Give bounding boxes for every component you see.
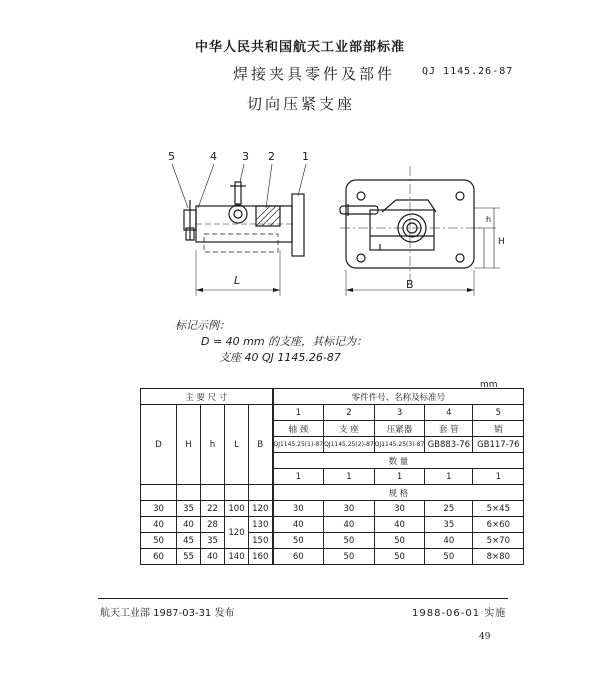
callout-4: 4: [210, 150, 217, 163]
cell: 160: [249, 549, 273, 565]
issue-date: 航天工业部 1987-03-31 发布: [100, 608, 235, 619]
cell: 120: [225, 517, 249, 549]
cell: 6×60: [473, 517, 524, 533]
cell: 40: [425, 533, 473, 549]
part-no-2: 2: [324, 405, 375, 421]
cell: 30: [273, 501, 324, 517]
cell: 130: [249, 517, 273, 533]
cell: 35: [177, 501, 201, 517]
effective-date: 1988-06-01 实施: [412, 608, 507, 619]
cell: 40: [201, 549, 225, 565]
cell: 5×70: [473, 533, 524, 549]
document-code: QJ 1145.26-87: [422, 66, 514, 77]
cell: 30: [141, 501, 177, 517]
col-head-h: H: [177, 405, 201, 485]
cell: 50: [374, 533, 425, 549]
part-std-3: QJ1145.25(3)-87: [374, 437, 425, 453]
marking-example: [175, 318, 367, 366]
part-name-2: 支 座: [324, 421, 375, 437]
dimension-h-label: H: [498, 237, 505, 247]
cell: 22: [201, 501, 225, 517]
part-name-4: 套 管: [425, 421, 473, 437]
quantity-label: 数 量: [273, 453, 524, 469]
cell: 120: [249, 501, 273, 517]
cell: 50: [324, 533, 375, 549]
cell: 35: [425, 517, 473, 533]
part-std-5: GB117-76: [473, 437, 524, 453]
dimension-l-label: L: [234, 274, 241, 287]
part-name-5: 销: [473, 421, 524, 437]
part-name-1: 轴 颈: [273, 421, 324, 437]
cell: 50: [141, 533, 177, 549]
callout-2: 2: [268, 150, 275, 163]
part-std-4: GB883-76: [425, 437, 473, 453]
document-title: 焊接夹具零件及部件: [233, 65, 396, 83]
cell: 150: [249, 533, 273, 549]
footer-divider: [98, 598, 508, 599]
dimension-table: [140, 388, 524, 565]
qty-1: 1: [273, 469, 324, 485]
part-name-3: 压紧器: [374, 421, 425, 437]
qty-4: 1: [425, 469, 473, 485]
cell: 8×80: [473, 549, 524, 565]
part-no-5: 5: [473, 405, 524, 421]
cell: 100: [225, 501, 249, 517]
table-row: [141, 501, 524, 517]
callout-1: 1: [302, 150, 309, 163]
cell: 55: [177, 549, 201, 565]
table-row: [141, 549, 524, 565]
cell: 50: [273, 533, 324, 549]
table-body: [141, 501, 524, 565]
qty-5: 1: [473, 469, 524, 485]
main-dimensions-header: 主 要 尺 寸: [141, 389, 273, 405]
col-head-l: L: [225, 405, 249, 485]
page-number: 49: [479, 632, 491, 642]
part-no-3: 3: [374, 405, 425, 421]
dimension-b-label: B: [406, 278, 414, 291]
cell: 60: [273, 549, 324, 565]
cell: 40: [177, 517, 201, 533]
part-no-4: 4: [425, 405, 473, 421]
callout-3: 3: [242, 150, 249, 163]
cell: 25: [425, 501, 473, 517]
parts-header: 零件件号、名称及标准号: [273, 389, 524, 405]
cell: 30: [324, 501, 375, 517]
marking-line-2: 支座 40 QJ 1145.26-87: [219, 351, 341, 364]
col-head-small-h: h: [201, 405, 225, 485]
dimension-small-h-label: h: [486, 215, 492, 224]
part-no-1: 1: [273, 405, 324, 421]
cell: 50: [324, 549, 375, 565]
col-head-b: B: [249, 405, 273, 485]
specification-label: 规 格: [273, 485, 524, 501]
cell: 60: [141, 549, 177, 565]
cell: 45: [177, 533, 201, 549]
cell: 28: [201, 517, 225, 533]
part-std-1: QJ1145.25(1)-87: [273, 437, 324, 453]
cell: 50: [374, 549, 425, 565]
front-view-drawing: [340, 166, 500, 296]
marking-title: 标记示例：: [175, 319, 230, 332]
table-row: [141, 517, 524, 533]
unit-label: mm: [480, 380, 498, 390]
qty-3: 1: [374, 469, 425, 485]
cell: 50: [425, 549, 473, 565]
callout-5: 5: [168, 150, 175, 163]
document-subtitle: 切向压紧支座: [247, 95, 356, 113]
cell: 35: [201, 533, 225, 549]
standard-title: 中华人民共和国航天工业部部标准: [194, 40, 405, 55]
col-head-d: D: [141, 405, 177, 485]
cell: 140: [225, 549, 249, 565]
marking-line-1: D = 40 mm 的支座，其标记为：: [201, 335, 368, 348]
cell: 40: [374, 517, 425, 533]
cell: 5×45: [473, 501, 524, 517]
technical-drawing: [0, 0, 600, 330]
cell: 40: [273, 517, 324, 533]
part-std-2: QJ1145.25(2)-87: [324, 437, 375, 453]
qty-2: 1: [324, 469, 375, 485]
cell: 30: [374, 501, 425, 517]
table-row: [141, 533, 524, 549]
cell: 40: [324, 517, 375, 533]
cell: 40: [141, 517, 177, 533]
